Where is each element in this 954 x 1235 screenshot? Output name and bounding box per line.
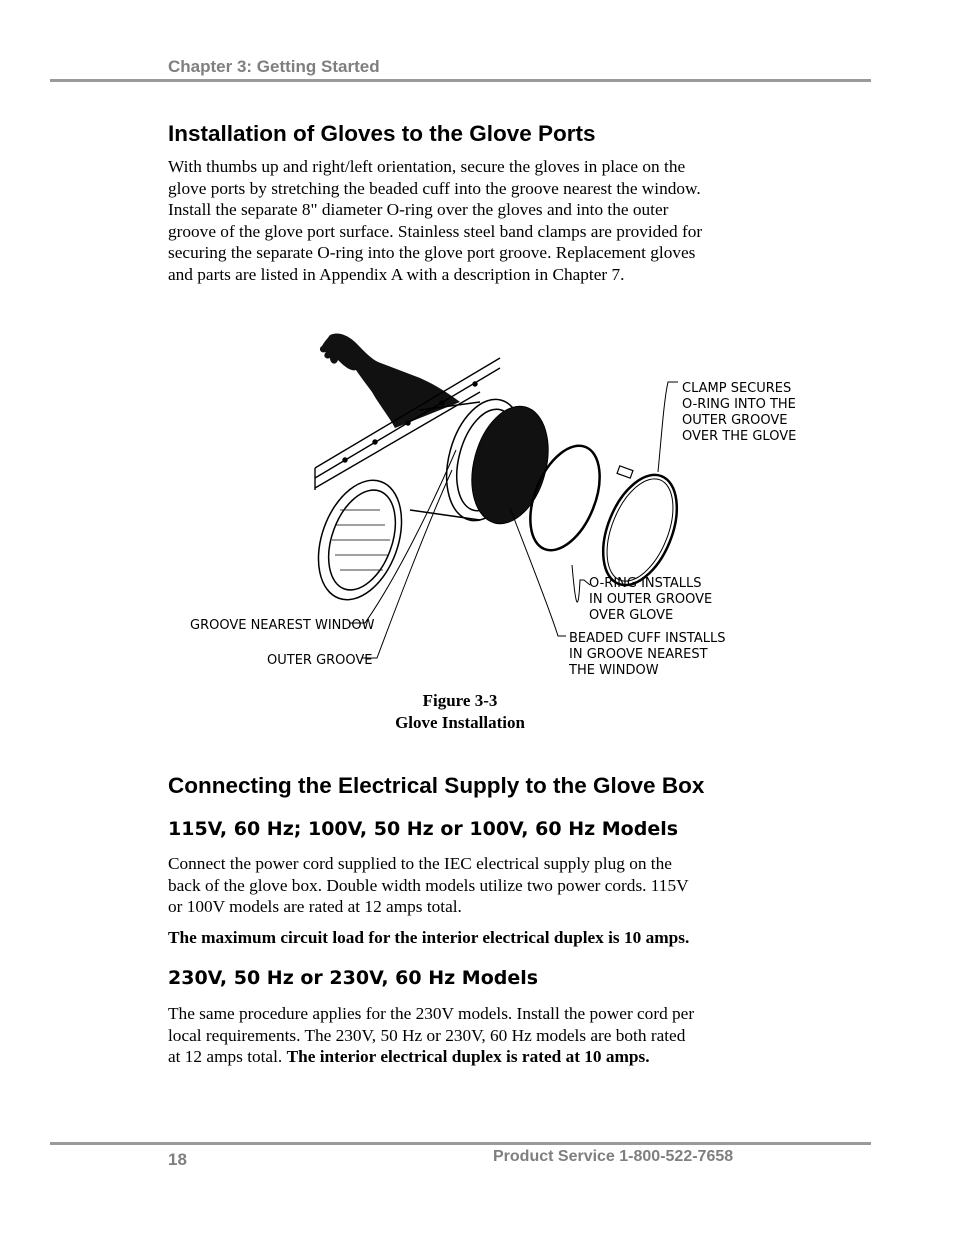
duplex-rating-note: The interior electrical duplex is rated at 10 amps. — [286, 1047, 650, 1066]
text-line: and parts are listed in Appendix A with a description in Chapter 7. — [168, 264, 625, 284]
text-line: The same procedure applies for the 230V models. Install the power cord per — [168, 1004, 695, 1023]
text-line: With thumbs up and right/left orientation, secure the gloves in place on the — [168, 157, 686, 176]
label-line: BEADED CUFF INSTALLS — [569, 631, 726, 646]
label-line: OVER GLOVE — [589, 608, 674, 623]
label-oring — [589, 576, 712, 623]
text-line: Connect the power cord supplied to the IEC electrical supply plug on the — [168, 854, 672, 873]
label-outer-groove: OUTER GROOVE — [267, 653, 373, 668]
text-line: local requirements. The 230V, 50 Hz or 230V, 60 Hz models are both rated — [168, 1025, 686, 1045]
running-header: Chapter 3: Getting Started — [168, 57, 380, 76]
caption-title: Glove Installation — [395, 713, 525, 732]
label-line: OVER THE GLOVE — [682, 429, 797, 444]
text-line: at 12 amps total. — [168, 1047, 287, 1066]
label-line: O-RING INSTALLS — [589, 576, 702, 591]
label-line: IN GROOVE NEAREST — [569, 647, 708, 662]
subsection-title-230v: 230V, 50 Hz or 230V, 60 Hz Models — [168, 967, 539, 989]
section-title-electrical: Connecting the Electrical Supply to the Glove Box — [168, 773, 705, 798]
caption-number: Figure 3-3 — [422, 691, 498, 710]
text-line: back of the glove box. Double width models utilize two power cords. 115V — [168, 875, 689, 895]
label-line: THE WINDOW — [569, 663, 659, 678]
label-groove-window: GROOVE NEAREST WINDOW — [190, 618, 375, 633]
page-number: 18 — [168, 1150, 187, 1169]
text-line: Install the separate 8" diameter O-ring over the gloves and into the outer — [168, 200, 669, 219]
label-line: CLAMP SECURES — [682, 381, 792, 396]
product-service-phone: Product Service 1-800-522-7658 — [493, 1148, 734, 1165]
subsection-title-115v: 115V, 60 Hz; 100V, 50 Hz or 100V, 60 Hz Models — [168, 818, 679, 840]
text-line: groove of the glove port surface. Stainless steel band clamps are provided for — [168, 221, 703, 241]
text-line: glove ports by stretching the beaded cuff into the groove nearest the window. — [168, 178, 701, 198]
section-title-gloves: Installation of Gloves to the Glove Ports — [168, 121, 596, 146]
label-clamp — [682, 381, 796, 444]
label-line: OUTER GROOVE — [682, 413, 788, 428]
label-line: O-RING INTO THE — [682, 397, 796, 412]
gloves-paragraph — [168, 156, 768, 285]
text-line: securing the separate O-ring into the glove port groove. Replacement gloves — [168, 243, 696, 262]
text-line: or 100V models are rated at 12 amps total. — [168, 897, 462, 916]
label-cuff — [568, 631, 725, 678]
glove-installation-figure — [180, 320, 800, 685]
glove-silhouette — [320, 333, 460, 428]
230v-paragraph — [168, 1003, 768, 1068]
115v-paragraph — [168, 853, 768, 918]
left-glove-port — [303, 469, 417, 612]
beaded-cuff — [460, 398, 561, 533]
footer-rule — [50, 1142, 871, 1145]
circuit-load-note: The maximum circuit load for the interior electrical duplex is 10 amps. — [168, 928, 690, 947]
figure-caption — [300, 690, 620, 734]
label-line: IN OUTER GROOVE — [589, 592, 713, 607]
header-rule — [50, 79, 871, 82]
